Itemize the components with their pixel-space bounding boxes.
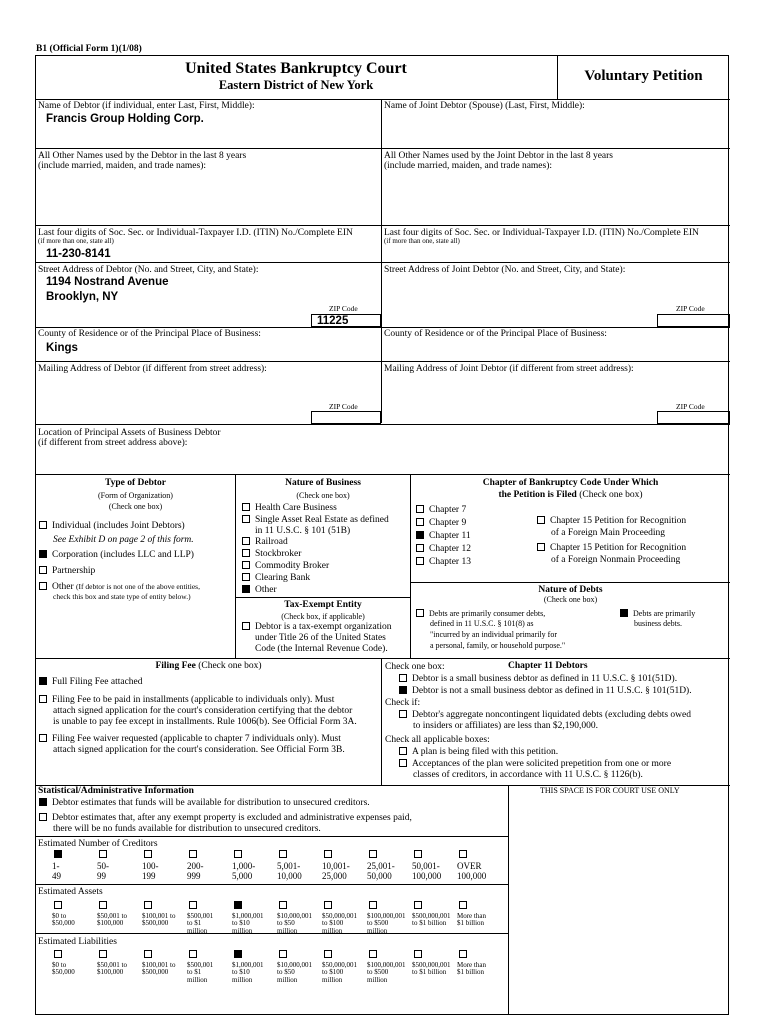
assets-option-label: $50,000 bbox=[52, 919, 75, 928]
assets-option-label: $50,000,001 bbox=[322, 912, 357, 920]
ch11-check-if: Check if: bbox=[385, 698, 421, 708]
liabilities-option-label: $100,000 bbox=[97, 968, 124, 977]
assets-checkbox[interactable] bbox=[189, 901, 197, 909]
fee-installments-3: is unable to pay fee except in installments. Rule 1006(b). See Official Form 3A. bbox=[53, 717, 357, 727]
debts-business-2: business debts. bbox=[634, 619, 682, 628]
debtor-zip: 11225 bbox=[317, 315, 349, 327]
liabilities-option-label: to $1 bbox=[187, 968, 202, 977]
chapter-13[interactable]: Chapter 13 bbox=[416, 557, 471, 568]
filing-fee-title: Filing Fee (Check one box) bbox=[155, 661, 262, 671]
joint-county-label: County of Residence or of the Principal Place of Business: bbox=[384, 329, 607, 339]
liabilities-option-label: $100,000,001 bbox=[367, 961, 406, 969]
creditors-option[interactable] bbox=[277, 850, 322, 882]
assets-option-label: $100,001 to bbox=[142, 912, 176, 920]
tax-sub: (Check box, if applicable) bbox=[281, 611, 365, 621]
assets-option[interactable] bbox=[187, 901, 232, 935]
nature-health-care[interactable]: Health Care Business bbox=[242, 503, 337, 514]
liabilities-option[interactable] bbox=[232, 950, 277, 984]
location-sub: (if different from street address above): bbox=[38, 438, 188, 448]
nature-other[interactable]: Other bbox=[242, 585, 277, 596]
fee-installments-2: attach signed application for the court's consideration certifying that the debtor bbox=[53, 706, 353, 716]
debtor-zip-label: ZIP Code bbox=[329, 304, 358, 313]
debtor-ein[interactable]: 11-230-8141 bbox=[46, 248, 111, 260]
ch11-check-all: Check all applicable boxes: bbox=[385, 735, 490, 745]
assets-option-label: million bbox=[367, 926, 388, 935]
assets-option-label: More than bbox=[457, 912, 486, 920]
nature-sub: (Check one box) bbox=[296, 490, 350, 500]
nature-single-asset[interactable]: Single Asset Real Estate as defined bbox=[242, 515, 389, 526]
creditors-checkbox[interactable] bbox=[414, 850, 422, 858]
liabilities-option-label: million bbox=[187, 975, 208, 984]
joint-street-label: Street Address of Joint Debtor (No. and Street, City, and State): bbox=[384, 265, 626, 275]
creditors-option-label: 200- bbox=[187, 861, 204, 871]
ch11-acceptances-2: classes of creditors, in accordance with 11 U.S.C. § 1126(b). bbox=[413, 770, 643, 780]
chapter-9[interactable]: Chapter 9 bbox=[416, 518, 466, 529]
creditors-option-label: 999 bbox=[187, 870, 201, 881]
liabilities-option-label: to $1 billion bbox=[412, 968, 447, 977]
district: Eastern District of New York bbox=[218, 78, 374, 92]
debtor-mailing-zip-box[interactable] bbox=[311, 411, 381, 424]
voluntary-petition-title: Voluntary Petition bbox=[584, 68, 703, 84]
ch11-aggregate-debts-2: to insiders or affiliates) are less than $2,190,000. bbox=[413, 721, 599, 731]
assets-option-label: $500,000 bbox=[142, 919, 169, 928]
type-other[interactable]: Other (If debtor is not one of the above entities, bbox=[39, 582, 200, 593]
type-corporation[interactable]: Corporation (includes LLC and LLP) bbox=[39, 550, 194, 561]
type-individual-note: See Exhibit D on page 2 of this form. bbox=[53, 535, 194, 545]
stat-funds-available[interactable]: Debtor estimates that funds will be available for distribution to unsecured creditors. bbox=[39, 798, 370, 809]
assets-option-label: to $1 bbox=[187, 919, 202, 928]
chapter-12[interactable]: Chapter 12 bbox=[416, 544, 471, 555]
creditors-option-label: 100- bbox=[142, 861, 159, 871]
creditors-option-label: 49 bbox=[52, 870, 61, 881]
liabilities-option-label: $1 billion bbox=[457, 968, 485, 977]
ch11-small-business[interactable]: Debtor is a small business debtor as defined in 11 U.S.C. § 101(51D). bbox=[399, 674, 677, 685]
debts-business[interactable]: Debts are primarily bbox=[620, 609, 695, 619]
ch11-acceptances[interactable]: Acceptances of the plan were solicited prepetition from one or more bbox=[399, 759, 671, 770]
debtor-mailing-label: Mailing Address of Debtor (if different from street address): bbox=[38, 364, 267, 374]
chapter-title-2: the Petition is Filed (Check one box) bbox=[498, 490, 643, 500]
assets-option[interactable] bbox=[232, 901, 277, 935]
creditors-option-label: 1- bbox=[52, 861, 60, 871]
liabilities-option-label: million bbox=[232, 975, 253, 984]
assets-checkbox[interactable] bbox=[414, 901, 422, 909]
liabilities-option-label: $10,000,001 bbox=[277, 961, 312, 969]
tax-exempt-line3: Code (the Internal Revenue Code). bbox=[255, 644, 388, 654]
creditors-option-label: 1,000- bbox=[232, 861, 256, 871]
assets-option-label: to $1 billion bbox=[412, 919, 447, 928]
liabilities-option-label: $50,000 bbox=[52, 968, 75, 977]
type-individual[interactable]: Individual (includes Joint Debtors) bbox=[39, 521, 185, 532]
type-sub2: (Check one box) bbox=[108, 501, 163, 511]
debts-title: Nature of Debts bbox=[538, 585, 603, 595]
joint-zip-label: ZIP Code bbox=[676, 304, 705, 313]
assets-checkbox[interactable] bbox=[324, 901, 332, 909]
liabilities-option[interactable] bbox=[457, 950, 502, 977]
chapter-title-1: Chapter of Bankruptcy Code Under Which bbox=[482, 478, 659, 488]
assets-option-label: to $50 bbox=[277, 919, 295, 928]
nature-railroad[interactable]: Railroad bbox=[242, 537, 288, 548]
ch11-check-one: Check one box: bbox=[385, 662, 445, 672]
liabilities-option-label: $500,000 bbox=[142, 968, 169, 977]
liabilities-option[interactable] bbox=[367, 950, 412, 984]
liabilities-option[interactable] bbox=[277, 950, 322, 984]
creditors-option-label: 10,001- bbox=[322, 861, 350, 871]
assets-checkbox[interactable] bbox=[144, 901, 152, 909]
liabilities-option-label: $50,000,001 bbox=[322, 961, 357, 969]
assets-checkbox[interactable] bbox=[99, 901, 107, 909]
debtor-street-label: Street Address of Debtor (No. and Street, City, and State): bbox=[38, 265, 259, 275]
assets-option-label: $50,001 to bbox=[97, 912, 127, 920]
joint-ein-sub: (if more than one, state all) bbox=[384, 237, 460, 245]
creditors-checkbox[interactable] bbox=[189, 850, 197, 858]
liabilities-option-label: $500,001 bbox=[187, 961, 214, 969]
liabilities-checkbox[interactable] bbox=[54, 950, 62, 958]
liabilities-checkbox[interactable] bbox=[189, 950, 197, 958]
assets-option[interactable] bbox=[412, 901, 457, 928]
liabilities-option-label: million bbox=[277, 975, 298, 984]
type-other-note: check this box and state type of entity below.) bbox=[53, 592, 191, 601]
liabilities-option[interactable] bbox=[322, 950, 367, 984]
creditors-checkbox[interactable] bbox=[459, 850, 467, 858]
chapter-15-nonmain-sub: of a Foreign Nonmain Proceeding bbox=[551, 555, 681, 565]
fee-waiver-2: attach signed application for the court's consideration. See Official Form 3B. bbox=[53, 745, 345, 755]
liabilities-option-label: $50,001 to bbox=[97, 961, 127, 969]
fee-installments[interactable]: Filing Fee to be paid in installments (applicable to individuals only). Must bbox=[39, 695, 334, 706]
creditors-checkbox[interactable] bbox=[99, 850, 107, 858]
form-id: B1 (Official Form 1)(1/08) bbox=[36, 44, 142, 54]
chapter-15-main[interactable]: Chapter 15 Petition for Recognition bbox=[537, 516, 686, 527]
nature-title: Nature of Business bbox=[285, 478, 361, 488]
debtor-name-label: Name of Debtor (if individual, enter Last, First, Middle): bbox=[38, 101, 255, 111]
assets-option-label: $0 to bbox=[52, 912, 67, 920]
fee-waiver[interactable]: Filing Fee waiver requested (applicable to chapter 7 individuals only). Must bbox=[39, 734, 341, 745]
creditors-option-label: 10,000 bbox=[277, 870, 302, 881]
liabilities-option-label: million bbox=[367, 975, 388, 984]
assets-option-label: million bbox=[277, 926, 298, 935]
liabilities-option[interactable] bbox=[142, 950, 187, 977]
creditors-option-label: 199 bbox=[142, 870, 156, 881]
creditors-option[interactable] bbox=[142, 850, 187, 882]
liabilities-label: Estimated Liabilities bbox=[38, 937, 117, 947]
ch11-aggregate-debts[interactable]: Debtor's aggregate noncontingent liquidated debts (excluding debts owed bbox=[399, 710, 691, 721]
liabilities-checkbox[interactable] bbox=[324, 950, 332, 958]
liabilities-option-label: $100,001 to bbox=[142, 961, 176, 969]
debts-consumer-4: a personal, family, or household purpose." bbox=[430, 641, 566, 650]
chapter-15-main-sub: of a Foreign Main Proceeding bbox=[551, 528, 665, 538]
liabilities-option[interactable] bbox=[412, 950, 457, 977]
liabilities-option[interactable] bbox=[52, 950, 97, 977]
creditors-option[interactable] bbox=[232, 850, 277, 882]
liabilities-checkbox[interactable] bbox=[369, 950, 377, 958]
liabilities-option[interactable] bbox=[97, 950, 142, 977]
liabilities-option-label: to $100 bbox=[322, 968, 344, 977]
assets-option[interactable] bbox=[322, 901, 367, 935]
assets-option-label: $500,000,001 bbox=[412, 912, 451, 920]
debts-consumer-3: "incurred by an individual primarily for bbox=[430, 630, 558, 639]
debtor-other-names-label: All Other Names used by the Debtor in the last 8 years bbox=[38, 151, 247, 161]
assets-checkbox[interactable] bbox=[459, 901, 467, 909]
liabilities-option-label: $500,000,001 bbox=[412, 961, 451, 969]
type-sub1: (Form of Organization) bbox=[98, 490, 173, 500]
assets-option[interactable] bbox=[142, 901, 187, 928]
creditors-option[interactable] bbox=[187, 850, 232, 882]
debtor-county-label: County of Residence or of the Principal Place of Business: bbox=[38, 329, 261, 339]
creditors-checkbox[interactable] bbox=[324, 850, 332, 858]
assets-option-label: million bbox=[322, 926, 343, 935]
creditors-option-label: 25,000 bbox=[322, 870, 347, 881]
creditors-option[interactable] bbox=[457, 850, 502, 882]
creditors-option-label: OVER bbox=[457, 861, 482, 871]
assets-option-label: $100,000,001 bbox=[367, 912, 406, 920]
ch11-title: Chapter 11 Debtors bbox=[508, 661, 588, 671]
court-title: United States Bankruptcy Court bbox=[185, 60, 407, 77]
debts-sub: (Check one box) bbox=[543, 595, 598, 604]
assets-option-label: to $500 bbox=[367, 919, 389, 928]
assets-option[interactable] bbox=[52, 901, 97, 928]
assets-option-label: to $100 bbox=[322, 919, 344, 928]
liabilities-checkbox[interactable] bbox=[144, 950, 152, 958]
stat-no-funds[interactable]: Debtor estimates that, after any exempt property is excluded and administrative expenses paid, bbox=[39, 813, 412, 824]
nature-stockbroker[interactable]: Stockbroker bbox=[242, 549, 301, 560]
creditors-checkbox[interactable] bbox=[234, 850, 242, 858]
debts-consumer[interactable]: Debts are primarily consumer debts, bbox=[416, 609, 545, 619]
chapter-15-nonmain[interactable]: Chapter 15 Petition for Recognition bbox=[537, 543, 686, 554]
creditors-option[interactable] bbox=[412, 850, 457, 882]
nature-commodity-broker[interactable]: Commodity Broker bbox=[242, 561, 329, 572]
debtor-ein-sub: (if more than one, state all) bbox=[38, 237, 114, 245]
stat-title: Statistical/Administrative Information bbox=[38, 786, 194, 796]
court-use-only: THIS SPACE IS FOR COURT USE ONLY bbox=[540, 786, 680, 795]
creditors-option-label: 5,000 bbox=[232, 870, 253, 881]
debtor-county[interactable]: Kings bbox=[46, 342, 78, 354]
debtor-ein-label: Last four digits of Soc. Sec. or Individual-Taxpayer I.D. (ITIN) No./Complete EIN bbox=[38, 228, 353, 238]
assets-option-label: $1 billion bbox=[457, 919, 485, 928]
assets-checkbox[interactable] bbox=[279, 901, 287, 909]
chapter-7[interactable]: Chapter 7 bbox=[416, 505, 466, 516]
assets-option-label: $100,000 bbox=[97, 919, 124, 928]
creditors-option-label: 5,001- bbox=[277, 861, 301, 871]
joint-name-label: Name of Joint Debtor (Spouse) (Last, First, Middle): bbox=[384, 101, 585, 111]
liabilities-checkbox[interactable] bbox=[99, 950, 107, 958]
liabilities-option-label: million bbox=[322, 975, 343, 984]
tax-title: Tax-Exempt Entity bbox=[284, 600, 362, 610]
liabilities-option-label: to $10 bbox=[232, 968, 250, 977]
ch11-not-small-business[interactable]: Debtor is not a small business debtor as defined in 11 U.S.C. § 101(51D). bbox=[399, 686, 692, 697]
assets-option[interactable] bbox=[97, 901, 142, 928]
creditors-option-label: 100,000 bbox=[457, 870, 487, 881]
liabilities-checkbox[interactable] bbox=[414, 950, 422, 958]
creditors-checkbox[interactable] bbox=[144, 850, 152, 858]
liabilities-option-label: $0 to bbox=[52, 961, 67, 969]
creditors-option-label: 50- bbox=[97, 861, 109, 871]
stat-no-funds-2: there will be no funds available for distribution to unsecured creditors. bbox=[53, 824, 321, 834]
joint-mailing-zip-label: ZIP Code bbox=[676, 402, 705, 411]
creditors-option[interactable] bbox=[52, 850, 97, 882]
type-partnership[interactable]: Partnership bbox=[39, 566, 95, 577]
nature-clearing-bank[interactable]: Clearing Bank bbox=[242, 573, 310, 584]
chapter-11[interactable]: Chapter 11 bbox=[416, 531, 471, 542]
tax-exempt-checkbox[interactable]: Debtor is a tax-exempt organization bbox=[242, 622, 391, 633]
assets-option[interactable] bbox=[367, 901, 412, 935]
liabilities-checkbox[interactable] bbox=[279, 950, 287, 958]
assets-option[interactable] bbox=[277, 901, 322, 935]
creditors-option[interactable] bbox=[367, 850, 412, 882]
debtor-zip-box[interactable] bbox=[311, 314, 381, 327]
assets-option-label: $500,001 bbox=[187, 912, 214, 920]
liabilities-option-label: to $50 bbox=[277, 968, 295, 977]
nature-single-asset-ref: in 11 U.S.C. § 101 (51B) bbox=[255, 526, 351, 536]
liabilities-option[interactable] bbox=[187, 950, 232, 984]
creditors-checkbox[interactable] bbox=[54, 850, 62, 858]
liabilities-checkbox[interactable] bbox=[459, 950, 467, 958]
joint-mailing-label: Mailing Address of Joint Debtor (if different from street address): bbox=[384, 364, 634, 374]
debtor-mailing-zip-label: ZIP Code bbox=[329, 402, 358, 411]
fee-full[interactable]: Full Filing Fee attached bbox=[39, 677, 143, 688]
joint-other-names-label: All Other Names used by the Joint Debtor in the last 8 years bbox=[384, 151, 614, 161]
creditors-option-label: 50,001- bbox=[412, 861, 440, 871]
creditors-option-label: 100,000 bbox=[412, 870, 442, 881]
assets-checkbox[interactable] bbox=[234, 901, 242, 909]
debtor-street-line1[interactable]: 1194 Nostrand Avenue bbox=[46, 276, 169, 288]
creditors-option-label: 50,000 bbox=[367, 870, 392, 881]
assets-option-label: $10,000,001 bbox=[277, 912, 312, 920]
assets-label: Estimated Assets bbox=[38, 887, 103, 897]
type-title: Type of Debtor bbox=[104, 478, 167, 488]
ch11-plan-filed[interactable]: A plan is being filed with this petition. bbox=[399, 747, 558, 758]
joint-mailing-zip-box[interactable] bbox=[657, 411, 730, 424]
debtor-other-names-sub: (include married, maiden, and trade names): bbox=[38, 161, 207, 171]
liabilities-option-label: $1,000,001 bbox=[232, 961, 264, 969]
debtor-street-line2[interactable]: Brooklyn, NY bbox=[46, 291, 119, 303]
assets-checkbox[interactable] bbox=[369, 901, 377, 909]
liabilities-option-label: to $500 bbox=[367, 968, 389, 977]
debtor-name[interactable]: Francis Group Holding Corp. bbox=[46, 113, 204, 125]
creditors-label: Estimated Number of Creditors bbox=[38, 839, 158, 849]
creditors-checkbox[interactable] bbox=[369, 850, 377, 858]
liabilities-checkbox[interactable] bbox=[234, 950, 242, 958]
joint-other-names-sub: (include married, maiden, and trade names): bbox=[384, 161, 553, 171]
assets-option-label: $1,000,001 bbox=[232, 912, 264, 920]
creditors-option-label: 99 bbox=[97, 870, 106, 881]
liabilities-option-label: More than bbox=[457, 961, 486, 969]
assets-option-label: million bbox=[187, 926, 208, 935]
joint-zip-box[interactable] bbox=[657, 314, 730, 327]
tax-exempt-line2: under Title 26 of the United States bbox=[255, 633, 386, 643]
assets-option-label: to $10 bbox=[232, 919, 250, 928]
assets-option-label: million bbox=[232, 926, 253, 935]
location-label: Location of Principal Assets of Business Debtor bbox=[38, 428, 221, 438]
assets-option[interactable] bbox=[457, 901, 502, 928]
assets-checkbox[interactable] bbox=[54, 901, 62, 909]
creditors-option[interactable] bbox=[322, 850, 367, 882]
creditors-option-label: 25,001- bbox=[367, 861, 395, 871]
debts-consumer-2: defined in 11 U.S.C. § 101(8) as bbox=[430, 619, 534, 628]
creditors-checkbox[interactable] bbox=[279, 850, 287, 858]
joint-ein-label: Last four digits of Soc. Sec. or Individual-Taxpayer I.D. (ITIN) No./Complete EIN bbox=[384, 228, 699, 238]
creditors-option[interactable] bbox=[97, 850, 142, 882]
